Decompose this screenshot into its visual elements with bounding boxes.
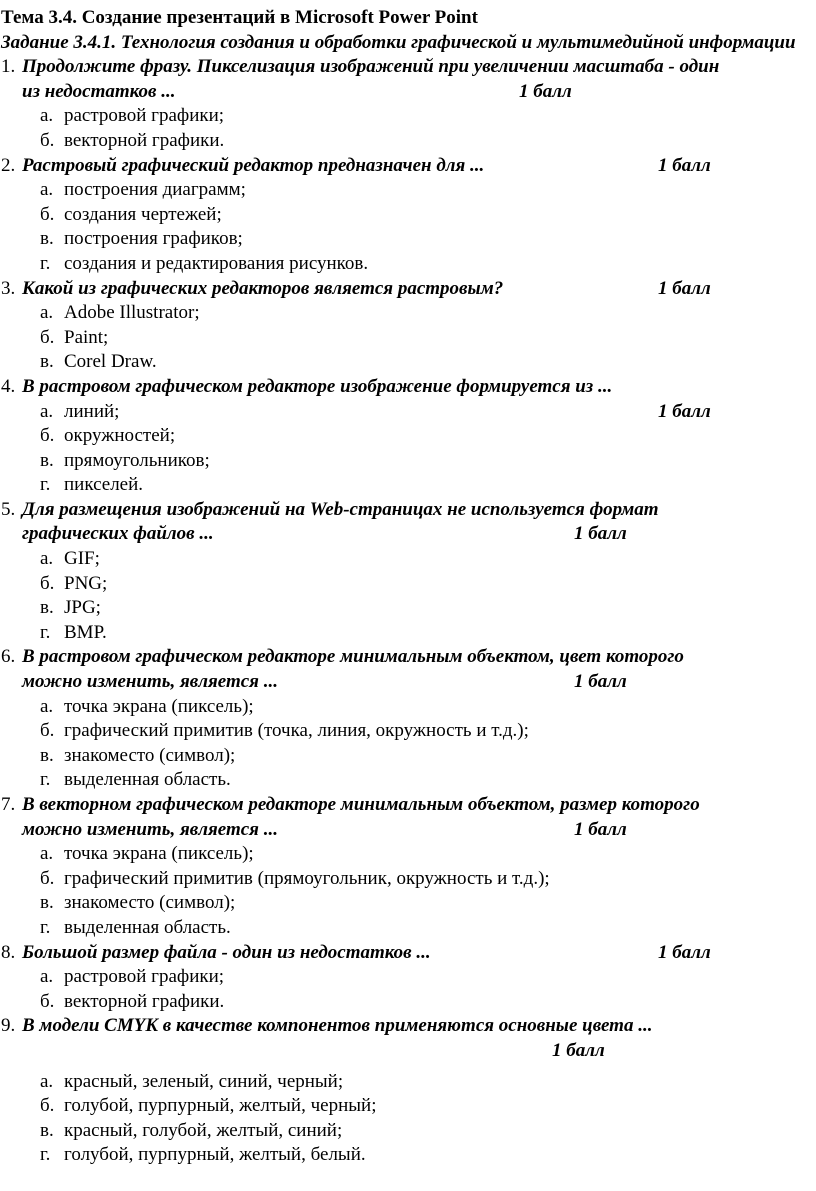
question-7 [0, 793, 816, 842]
question-text-line1: В растровом графическом редакторе минимальным объектом, цвет которого [22, 646, 684, 668]
answer-option: а. точка экрана (пиксель); [40, 843, 254, 865]
question-6 [0, 645, 816, 694]
question-number: 1. [1, 56, 16, 78]
question-number: 4. [1, 375, 16, 397]
question-8 [0, 941, 816, 966]
question-text: В растровом графическом редакторе изображение формируется из ... [22, 375, 613, 397]
topic-heading: Тема 3.4. Создание презентаций в Microsoft Power Point [1, 7, 478, 28]
question-score: 1 балл [574, 671, 627, 693]
question-text: Растровый графический редактор предназначен для ... [22, 154, 485, 176]
question-text: Большой размер файла - один из недостатков ... [22, 941, 431, 963]
question-4 [0, 375, 816, 400]
question-text-line1: В векторном графическом редакторе минимальным объектом, размер которого [22, 794, 700, 815]
answer-option: г. выделенная область. [40, 769, 231, 791]
question-score: 1 балл [658, 154, 711, 176]
document-page [0, 6, 816, 1168]
question-number: 2. [1, 154, 16, 176]
question-score: 1 балл [552, 1039, 605, 1061]
answer-option: б. голубой, пурпурный, желтый, черный; [40, 1095, 377, 1117]
answer-option: б. Paint; [40, 326, 109, 348]
task-heading: Задание 3.4.1. Технология создания и обработки графической и мультимедийной информации [1, 31, 796, 53]
question-number: 7. [1, 794, 16, 815]
answer-option: б. окружностей; [40, 425, 176, 447]
answer-option: в. JPG; [40, 597, 101, 619]
answer-option: а. Adobe Illustrator; [40, 302, 200, 324]
answer-option: г. голубой, пурпурный, желтый, белый. [40, 1144, 366, 1166]
question-number: 9. [1, 1015, 16, 1037]
question-text: В модели CMYK в качестве компонентов применяются основные цвета ... [22, 1015, 653, 1037]
question-score: 1 балл [658, 941, 711, 963]
question-text-line1: Продолжите фразу. Пикселизация изображений при увеличении масштаба - один [22, 56, 720, 78]
question-text: Какой из графических редакторов является растровым? [22, 277, 504, 299]
question-score: 1 балл [574, 523, 627, 545]
answer-option: в. прямоугольников; [40, 449, 210, 471]
answer-option: а. растровой графики; [40, 966, 225, 988]
answer-option: б. создания чертежей; [40, 203, 222, 225]
answer-option: б. PNG; [40, 572, 108, 594]
question-9 [0, 1014, 816, 1039]
question-text-line2: графических файлов ... [22, 523, 214, 545]
answer-option: г. BMP. [40, 621, 107, 643]
answer-option: в. Corel Draw. [40, 351, 157, 373]
question-text-line2: из недостатков ... [22, 80, 176, 102]
answer-option: б. векторной графики. [40, 129, 225, 151]
answer-option: в. красный, голубой, желтый, синий; [40, 1119, 343, 1141]
question-1 [0, 55, 816, 104]
question-score: 1 балл [658, 277, 711, 299]
answer-option: б. графический примитив (точка, линия, окружность и т.д.); [40, 720, 529, 742]
question-number: 3. [1, 277, 16, 299]
answer-option: б. векторной графики. [40, 990, 225, 1012]
question-number: 6. [1, 646, 16, 668]
answer-option: г. выделенная область. [40, 916, 231, 938]
answer-option: а. GIF; [40, 548, 100, 570]
question-score: 1 балл [519, 80, 572, 102]
answer-option: а. растровой графики; [40, 105, 225, 127]
answer-option: а. красный, зеленый, синий, черный; [40, 1070, 344, 1092]
question-5 [0, 498, 816, 547]
answer-option: г. создания и редактирования рисунков. [40, 252, 369, 274]
answer-option: а. построения диаграмм; [40, 179, 246, 201]
answer-option: г. пикселей. [40, 474, 144, 496]
question-text-line1: Для размещения изображений на Web-страницах не используется формат [22, 498, 659, 520]
question-3 [0, 277, 816, 302]
question-number: 5. [1, 498, 16, 520]
question-text-line2: можно изменить, является ... [22, 818, 278, 840]
question-score: 1 балл [574, 818, 627, 840]
question-text-line2: можно изменить, является ... [22, 671, 278, 693]
answer-option: в. знакоместо (символ); [40, 892, 236, 914]
answer-option: в. построения графиков; [40, 228, 243, 250]
answer-option: а. точка экрана (пиксель); [40, 695, 254, 717]
answer-option: б. графический примитив (прямоугольник, окружность и т.д.); [40, 867, 550, 889]
answer-option: а. линий; 1 балл [0, 400, 816, 425]
answer-option: в. знакоместо (символ); [40, 744, 236, 766]
question-2 [0, 154, 816, 179]
question-score: 1 балл [658, 400, 711, 422]
question-number: 8. [1, 941, 16, 963]
